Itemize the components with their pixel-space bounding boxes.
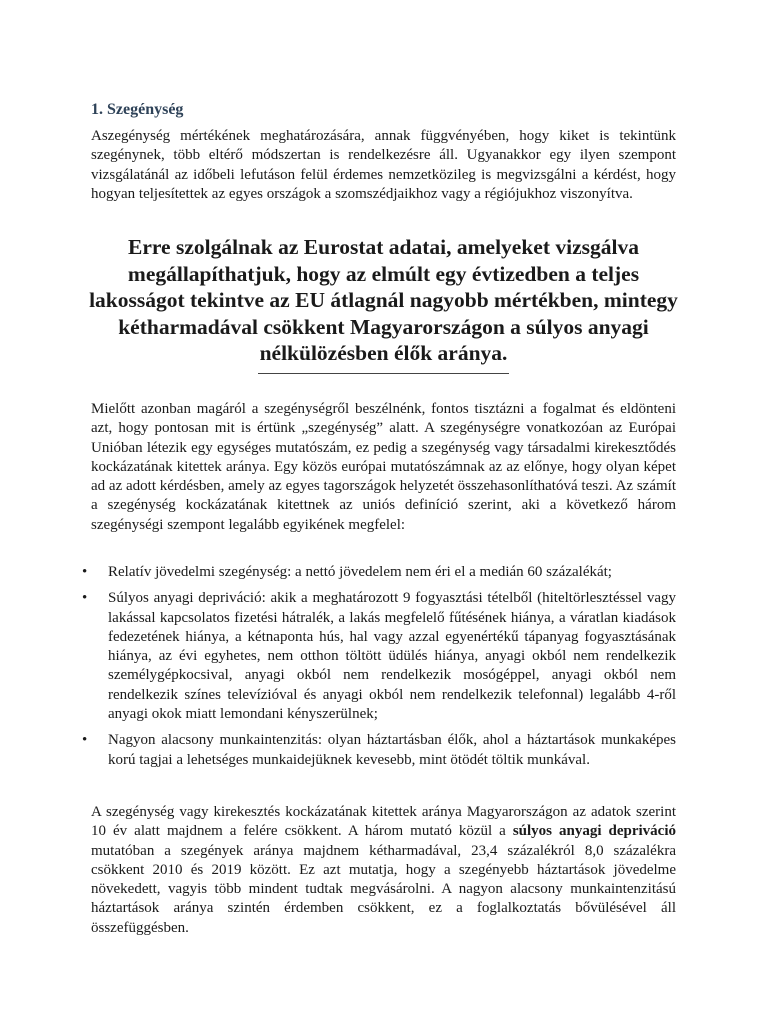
closing-bold-term: súlyos anyagi depriváció — [512, 823, 677, 840]
closing-text-start: A szegénység vagy kirekesztés kockázatának kitettek aránya Magyarországon az adatok szerint 10 év alatt majdnem a felére csökkent. A három mutató közül a — [91, 804, 676, 840]
divider-line — [258, 373, 509, 374]
list-item — [82, 563, 676, 582]
definition-paragraph: Mielőtt azonban magáról a szegénységről beszélnénk, fontos tisztázni a fogalmat és eldönteni azt, hogy pontosan mit is értünk „szegénység” alatt. A szegénységre vonatkozóan az Európai Unióban létezik egy egységes mutatószám, ez pedig a szegénység vagy társadalmi kirekesztődés kockázatának kitettek aránya. Egy közös európai mutatószámnak az az előnye, hogy olyan képet ad az adott kérdésben, amely az egyes tagországok helyzetét összehasonlíthatóvá teszi. Az számít a szegénység kockázatának kitettnek az uniós definíció szerint, aki a következő három szegénységi szempont legalább egyikének megfelel: — [91, 401, 676, 533]
closing-text-end: mutatóban a szegények aránya majdnem kétharmadával, 23,4 százalékról 8,0 százalékra csökkent 2010 és 2019 között. Ez azt mutatja, hogy a szegényebb háztartások jövedelme növekedett, vagyis több mindent tudtak megvásárolni. A nagyon alacsony munkaintenzitású háztartások aránya szintén érdemben csökkent, ez a foglalkoztatás bővülésével áll összefüggésben. — [91, 842, 676, 936]
closing-paragraph — [91, 803, 676, 938]
intro-paragraph: Aszegénység mértékének meghatározására, annak függvényében, hogy kiket is tekintünk szegénynek, több eltérő módszertan is rendelkezésre áll. Ugyanakkor egy ilyen szempont vizsgálatánál az időbeli lefutáson felül érdemes nemzetközileg is megvizsgálni a kérdést, hogy hogyan teljesítettek az egyes országok a szomszédjaikhoz vagy a régiójukhoz viszonyítva. — [91, 128, 676, 202]
list-item-text: Relatív jövedelmi szegénység: a nettó jövedelem nem éri el a medián 60 százalékát; — [108, 564, 612, 580]
bullet-icon: • — [82, 590, 88, 607]
section-heading: 1. Szegénység — [91, 101, 184, 118]
list-item — [82, 589, 676, 724]
pull-quote: Erre szolgálnak az Eurostat adatai, amelyeket vizsgálva megállapíthatjuk, hogy az elmúlt egy évtizedben a teljes lakosságot tekintve az EU átlagnál nagyobb mértékben, mintegy kétharmadával csökkent Magyarországon a súlyos anyagi nélkülözésben élők aránya. — [89, 235, 678, 365]
list-item — [82, 731, 676, 770]
list-item-text: Nagyon alacsony munkaintenzitás: olyan háztartásban élők, ahol a háztartások munkaképes korú tagjai a lehetséges munkaidejüknek kevesebb, mint ötödét töltik munkával. — [108, 732, 676, 768]
list-item-text: Súlyos anyagi depriváció: akik a meghatározott 9 fogyasztási tételből (hiteltörlesztéssel vagy lakással kapcsolatos fizetési hátralék, a lakás megfelelő fűtésének hiánya, a váratlan kiadások fedezetének hiánya, a kétnaponta hús, hal vagy azzal egyenértékű tápanyag fogyasztásának hiánya, az évi egyhetes, nem otthon töltött üdülés hiánya, anyagi okból nem rendelkezik személygépkocsival, anyagi okból nem rendelkezik mosógéppel, anyagi okból nem rendelkezik színes televízióval és anyagi okból nem rendelkezik telefonnal) legalább 4-ről anyagi okok miatt lemondani kényszerülnek; — [108, 590, 676, 723]
bullet-icon: • — [82, 564, 88, 580]
bullet-icon: • — [82, 732, 88, 749]
criteria-list — [82, 563, 676, 777]
